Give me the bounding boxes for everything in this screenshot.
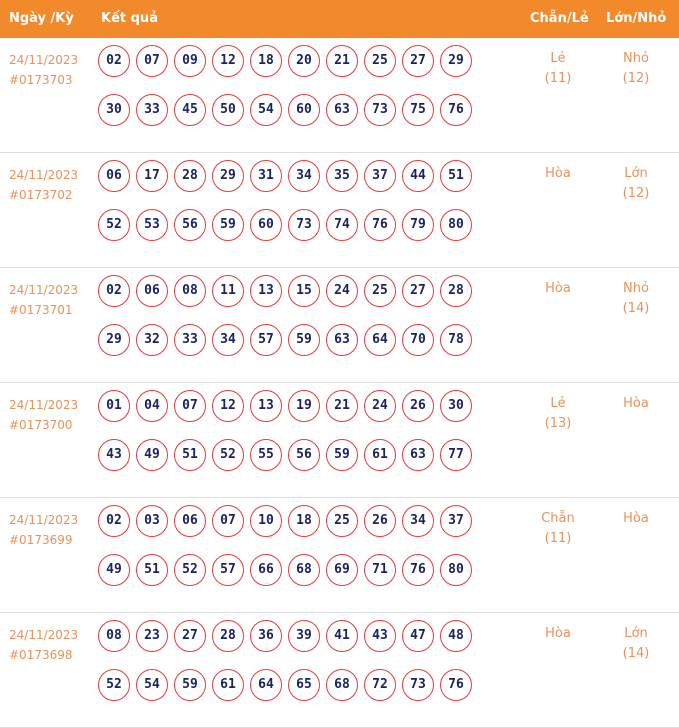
table-row (0, 383, 679, 498)
number-ball: 25 (364, 275, 396, 307)
big-small-count: (12) (622, 186, 650, 201)
table-row (0, 613, 679, 728)
number-ball: 52 (98, 669, 130, 701)
number-ball: 61 (364, 439, 396, 471)
number-ball: 76 (440, 94, 472, 126)
number-ball: 59 (326, 439, 358, 471)
even-odd-value: Hòa (545, 281, 571, 296)
even-odd-count: (13) (544, 416, 572, 431)
number-ball: 54 (136, 669, 168, 701)
number-ball: 28 (174, 160, 206, 192)
number-ball: 10 (250, 505, 282, 537)
number-ball: 60 (250, 209, 282, 241)
number-ball: 56 (174, 209, 206, 241)
number-ball: 51 (136, 554, 168, 586)
draw-id: #0173702 (9, 188, 73, 202)
number-ball: 12 (212, 45, 244, 77)
number-ball: 32 (136, 324, 168, 356)
draw-id: #0173699 (9, 533, 73, 547)
draw-info (9, 510, 78, 550)
number-ball: 30 (98, 94, 130, 126)
number-ball: 43 (98, 439, 130, 471)
number-ball: 76 (364, 209, 396, 241)
big-small-count: (14) (622, 301, 650, 316)
table-row (0, 268, 679, 383)
even-odd-value: Chẵn (541, 511, 575, 526)
number-ball: 29 (440, 45, 472, 77)
number-ball: 34 (288, 160, 320, 192)
number-ball: 59 (174, 669, 206, 701)
number-ball: 73 (364, 94, 396, 126)
even-odd-count: (11) (544, 71, 572, 86)
ball-row (98, 324, 488, 373)
number-ball: 75 (402, 94, 434, 126)
draw-info (9, 395, 78, 435)
number-ball: 18 (250, 45, 282, 77)
draw-date: 24/11/2023 (9, 168, 79, 182)
big-small-cell (606, 509, 666, 529)
big-small-count: (12) (622, 71, 650, 86)
number-ball: 64 (250, 669, 282, 701)
ball-row (98, 160, 488, 209)
number-ball: 78 (440, 324, 472, 356)
even-odd-value: Lẻ (550, 51, 566, 66)
number-ball: 43 (364, 620, 396, 652)
ball-row (98, 209, 488, 258)
draw-id: #0173700 (9, 418, 73, 432)
number-ball: 36 (250, 620, 282, 652)
number-ball: 52 (212, 439, 244, 471)
even-odd-cell (528, 624, 588, 644)
number-ball: 53 (136, 209, 168, 241)
number-ball: 57 (212, 554, 244, 586)
even-odd-count: (11) (544, 531, 572, 546)
result-balls (98, 620, 488, 718)
even-odd-value: Hòa (545, 166, 571, 181)
number-ball: 37 (364, 160, 396, 192)
number-ball: 31 (250, 160, 282, 192)
even-odd-value: Hòa (545, 626, 571, 641)
number-ball: 27 (402, 275, 434, 307)
draw-date: 24/11/2023 (9, 53, 79, 67)
table-row (0, 153, 679, 268)
number-ball: 71 (364, 554, 396, 586)
draw-info (9, 625, 78, 665)
result-balls (98, 45, 488, 143)
number-ball: 59 (288, 324, 320, 356)
big-small-value: Hòa (623, 511, 649, 526)
big-small-cell (606, 624, 666, 664)
number-ball: 07 (136, 45, 168, 77)
number-ball: 70 (402, 324, 434, 356)
draw-id: #0173701 (9, 303, 73, 317)
draw-info (9, 165, 78, 205)
number-ball: 09 (174, 45, 206, 77)
number-ball: 45 (174, 94, 206, 126)
number-ball: 49 (98, 554, 130, 586)
number-ball: 06 (174, 505, 206, 537)
number-ball: 76 (402, 554, 434, 586)
number-ball: 80 (440, 554, 472, 586)
number-ball: 27 (174, 620, 206, 652)
number-ball: 23 (136, 620, 168, 652)
number-ball: 64 (364, 324, 396, 356)
header-date-period: Ngày /Kỳ (9, 11, 74, 26)
number-ball: 47 (402, 620, 434, 652)
big-small-value: Hòa (623, 396, 649, 411)
number-ball: 51 (440, 160, 472, 192)
number-ball: 79 (402, 209, 434, 241)
number-ball: 66 (250, 554, 282, 586)
number-ball: 54 (250, 94, 282, 126)
number-ball: 26 (364, 505, 396, 537)
number-ball: 13 (250, 390, 282, 422)
table-header (0, 0, 679, 38)
table-row (0, 498, 679, 613)
number-ball: 21 (326, 390, 358, 422)
number-ball: 57 (250, 324, 282, 356)
number-ball: 08 (98, 620, 130, 652)
number-ball: 49 (136, 439, 168, 471)
number-ball: 07 (212, 505, 244, 537)
ball-row (98, 505, 488, 554)
big-small-value: Nhỏ (623, 281, 649, 296)
number-ball: 39 (288, 620, 320, 652)
draw-id: #0173703 (9, 73, 73, 87)
number-ball: 07 (174, 390, 206, 422)
draw-date: 24/11/2023 (9, 283, 79, 297)
number-ball: 34 (402, 505, 434, 537)
big-small-cell (606, 394, 666, 414)
number-ball: 72 (364, 669, 396, 701)
number-ball: 21 (326, 45, 358, 77)
big-small-value: Lớn (624, 626, 648, 641)
number-ball: 80 (440, 209, 472, 241)
big-small-cell (606, 164, 666, 204)
results-body (0, 38, 679, 728)
number-ball: 02 (98, 505, 130, 537)
number-ball: 17 (136, 160, 168, 192)
draw-date: 24/11/2023 (9, 628, 79, 642)
draw-info (9, 50, 78, 90)
header-big-small: Lớn/Nhỏ (606, 11, 667, 26)
number-ball: 69 (326, 554, 358, 586)
ball-row (98, 94, 488, 143)
number-ball: 28 (440, 275, 472, 307)
number-ball: 34 (212, 324, 244, 356)
number-ball: 29 (212, 160, 244, 192)
even-odd-cell (528, 394, 588, 434)
number-ball: 35 (326, 160, 358, 192)
number-ball: 73 (402, 669, 434, 701)
number-ball: 08 (174, 275, 206, 307)
number-ball: 26 (402, 390, 434, 422)
number-ball: 24 (364, 390, 396, 422)
big-small-cell (606, 279, 666, 319)
number-ball: 51 (174, 439, 206, 471)
ball-row (98, 45, 488, 94)
number-ball: 73 (288, 209, 320, 241)
number-ball: 74 (326, 209, 358, 241)
draw-date: 24/11/2023 (9, 398, 79, 412)
number-ball: 13 (250, 275, 282, 307)
big-small-count: (14) (622, 646, 650, 661)
number-ball: 48 (440, 620, 472, 652)
number-ball: 63 (326, 94, 358, 126)
number-ball: 55 (250, 439, 282, 471)
number-ball: 20 (288, 45, 320, 77)
number-ball: 76 (440, 669, 472, 701)
big-small-cell (606, 49, 666, 89)
draw-info (9, 280, 78, 320)
number-ball: 01 (98, 390, 130, 422)
number-ball: 02 (98, 275, 130, 307)
ball-row (98, 439, 488, 488)
number-ball: 25 (326, 505, 358, 537)
number-ball: 24 (326, 275, 358, 307)
number-ball: 50 (212, 94, 244, 126)
number-ball: 63 (326, 324, 358, 356)
number-ball: 65 (288, 669, 320, 701)
ball-row (98, 669, 488, 718)
header-even-odd: Chẵn/Lẻ (530, 11, 589, 26)
number-ball: 06 (98, 160, 130, 192)
number-ball: 11 (212, 275, 244, 307)
number-ball: 60 (288, 94, 320, 126)
ball-row (98, 390, 488, 439)
number-ball: 52 (98, 209, 130, 241)
draw-date: 24/11/2023 (9, 513, 79, 527)
number-ball: 68 (288, 554, 320, 586)
result-balls (98, 505, 488, 603)
big-small-value: Nhỏ (623, 51, 649, 66)
number-ball: 15 (288, 275, 320, 307)
number-ball: 18 (288, 505, 320, 537)
ball-row (98, 620, 488, 669)
number-ball: 33 (174, 324, 206, 356)
number-ball: 61 (212, 669, 244, 701)
even-odd-cell (528, 49, 588, 89)
number-ball: 25 (364, 45, 396, 77)
number-ball: 29 (98, 324, 130, 356)
even-odd-cell (528, 279, 588, 299)
number-ball: 06 (136, 275, 168, 307)
number-ball: 03 (136, 505, 168, 537)
draw-id: #0173698 (9, 648, 73, 662)
even-odd-cell (528, 164, 588, 184)
result-balls (98, 275, 488, 373)
number-ball: 56 (288, 439, 320, 471)
number-ball: 27 (402, 45, 434, 77)
number-ball: 33 (136, 94, 168, 126)
number-ball: 04 (136, 390, 168, 422)
ball-row (98, 554, 488, 603)
number-ball: 59 (212, 209, 244, 241)
header-result: Kết quả (101, 11, 158, 26)
even-odd-cell (528, 509, 588, 549)
number-ball: 63 (402, 439, 434, 471)
number-ball: 68 (326, 669, 358, 701)
number-ball: 19 (288, 390, 320, 422)
number-ball: 28 (212, 620, 244, 652)
big-small-value: Lớn (624, 166, 648, 181)
number-ball: 52 (174, 554, 206, 586)
number-ball: 02 (98, 45, 130, 77)
number-ball: 37 (440, 505, 472, 537)
number-ball: 41 (326, 620, 358, 652)
number-ball: 77 (440, 439, 472, 471)
table-row (0, 38, 679, 153)
even-odd-value: Lẻ (550, 396, 566, 411)
result-balls (98, 390, 488, 488)
number-ball: 44 (402, 160, 434, 192)
ball-row (98, 275, 488, 324)
number-ball: 30 (440, 390, 472, 422)
result-balls (98, 160, 488, 258)
number-ball: 12 (212, 390, 244, 422)
